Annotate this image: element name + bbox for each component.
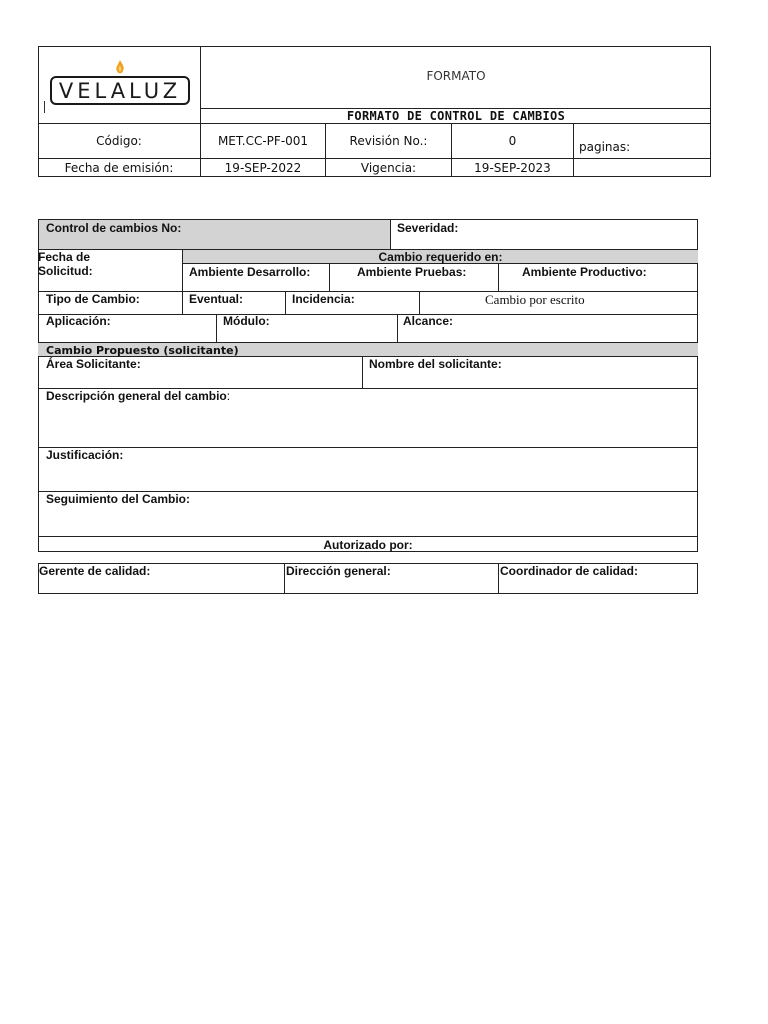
ambiente-productivo-label: Ambiente Productivo: xyxy=(522,265,647,279)
alcance-label: Alcance: xyxy=(403,314,454,328)
direccion-cell xyxy=(284,564,499,593)
alcance-cell xyxy=(397,314,697,342)
tipo-cambio-label: Tipo de Cambio: xyxy=(46,292,140,306)
control-no-cell xyxy=(39,220,390,249)
vigencia-label: Vigencia: xyxy=(325,159,451,177)
area-solicitante-label: Área Solicitante: xyxy=(46,357,141,371)
cambio-propuesto-label: Cambio Propuesto (solicitante) xyxy=(46,344,239,357)
tipo-cambio-cell xyxy=(38,292,183,314)
logo-cursor-mark xyxy=(44,101,45,113)
revision-label: Revisión No.: xyxy=(325,124,451,158)
form-title: FORMATO DE CONTROL DE CAMBIOS xyxy=(201,108,711,124)
control-no-label: Control de cambios No: xyxy=(46,221,182,235)
gerente-cell xyxy=(38,564,284,593)
codigo-label: Código: xyxy=(96,134,142,148)
aplicacion-cell xyxy=(38,314,217,342)
severidad-label: Severidad: xyxy=(397,221,459,235)
ambiente-desarrollo-cell xyxy=(182,264,329,291)
modulo-label: Módulo: xyxy=(223,314,270,328)
fecha-solicitud-label-2: Solicitud: xyxy=(38,264,93,278)
coordinador-label: Coordinador de calidad: xyxy=(500,564,639,578)
cambio-escrito-label: Cambio por escrito xyxy=(485,292,585,307)
eventual-label: Eventual: xyxy=(189,292,244,306)
direccion-label: Dirección general: xyxy=(286,564,391,578)
incidencia-label: Incidencia: xyxy=(292,292,355,306)
incidencia-cell xyxy=(285,292,419,314)
justificacion-label: Justificación: xyxy=(46,448,124,462)
ambiente-productivo-cell xyxy=(498,264,697,291)
gerente-label: Gerente de calidad: xyxy=(39,564,151,578)
revision-value: 0 xyxy=(451,124,573,158)
nombre-solicitante-cell xyxy=(362,357,697,388)
cambio-requerido-label: Cambio requerido en: xyxy=(378,249,503,264)
codigo-value: MET.CC-PF-001 xyxy=(200,124,325,158)
area-solicitante-cell xyxy=(38,357,363,388)
ambiente-desarrollo-label: Ambiente Desarrollo: xyxy=(189,265,311,279)
fecha-solicitud-cell xyxy=(38,250,183,291)
fecha-emision-value: 19-SEP-2022 xyxy=(200,159,325,177)
cambio-escrito-cell xyxy=(419,292,697,314)
empty-cell xyxy=(573,159,711,177)
ambiente-pruebas-cell xyxy=(329,264,499,291)
cambio-propuesto-header xyxy=(38,342,698,357)
ambiente-pruebas-label: Ambiente Pruebas: xyxy=(357,265,467,279)
modulo-cell xyxy=(216,314,398,342)
fecha-solicitud-label-1: Fecha de xyxy=(38,250,91,264)
descripcion-label: Descripción general del cambio xyxy=(46,389,227,403)
autorizado-cell xyxy=(38,536,698,552)
flame-icon xyxy=(115,60,125,76)
paginas-label: paginas: xyxy=(573,124,711,158)
formato-label: FORMATO xyxy=(426,69,486,83)
autorizado-label: Autorizado por: xyxy=(323,537,413,552)
cambio-requerido-header xyxy=(182,250,698,264)
velaluz-logo xyxy=(50,76,190,105)
vigencia-value: 19-SEP-2023 xyxy=(451,159,573,177)
aplicacion-label: Aplicación: xyxy=(46,314,111,328)
coordinador-cell xyxy=(498,564,697,593)
descripcion-cell xyxy=(38,388,698,447)
descripcion-colon: : xyxy=(226,389,231,403)
logo-text: VELALUZ xyxy=(58,78,182,103)
nombre-solicitante-label: Nombre del solicitante: xyxy=(369,357,502,371)
seguimiento-cell xyxy=(38,491,698,537)
seguimiento-label: Seguimiento del Cambio: xyxy=(46,492,191,506)
fecha-emision-label: Fecha de emisión: xyxy=(64,161,174,175)
severidad-cell xyxy=(390,220,697,249)
justificacion-cell xyxy=(38,447,698,492)
eventual-cell xyxy=(182,292,285,314)
